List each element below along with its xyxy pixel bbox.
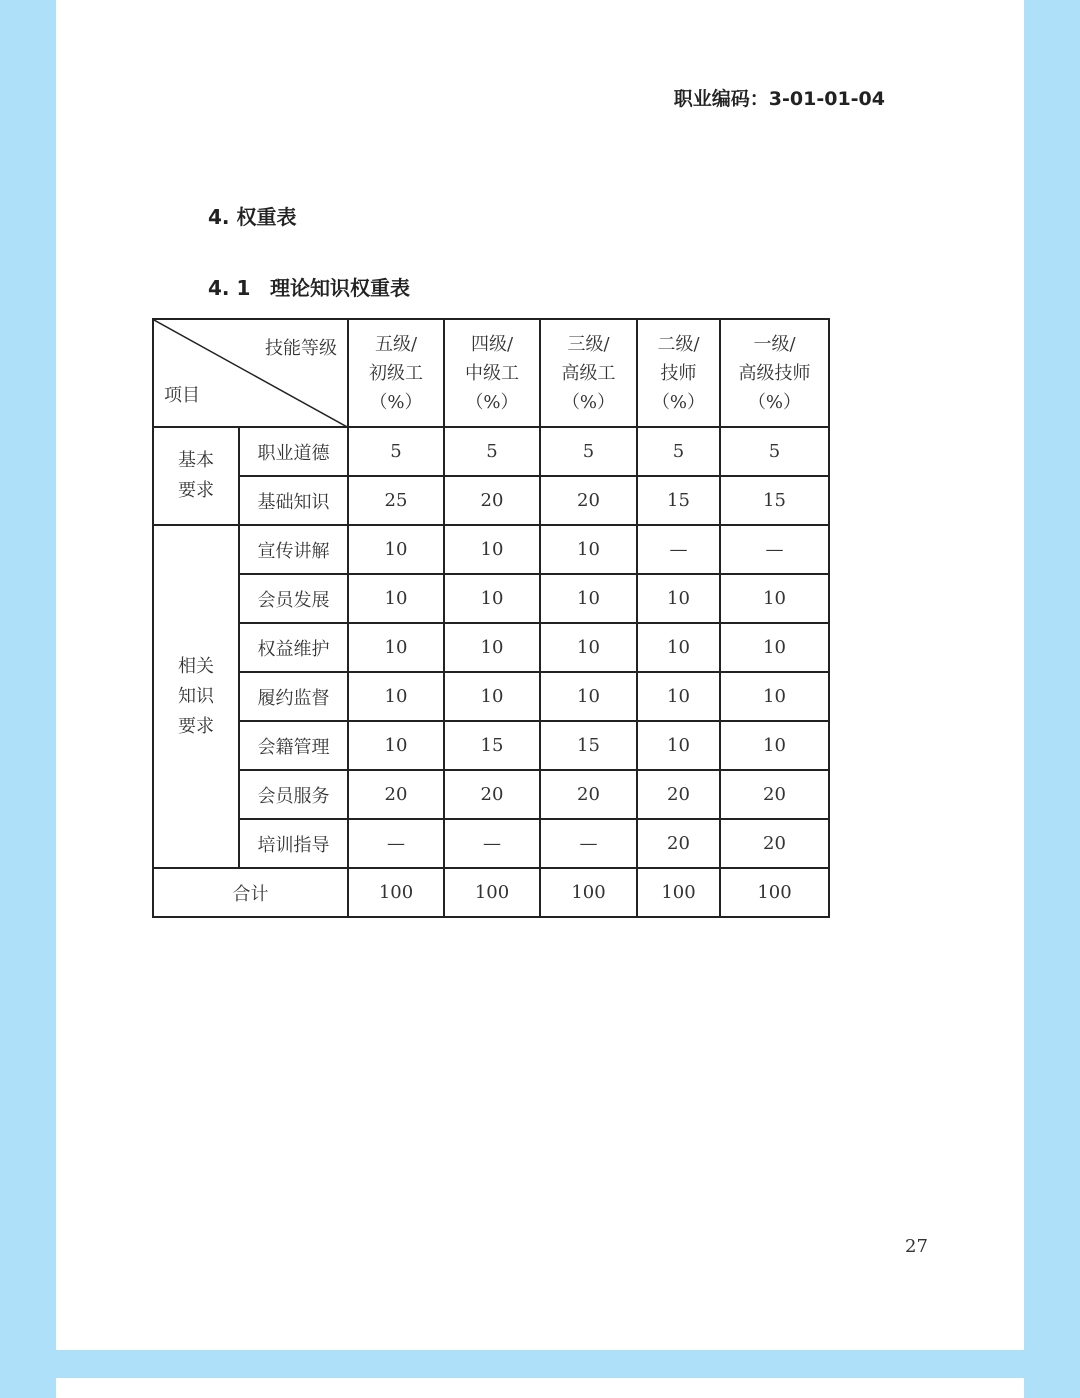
level-header-line: 四级/ [470, 333, 514, 355]
value-cell: — [540, 819, 637, 868]
value-cell: 10 [720, 721, 829, 770]
section-title: 4. 权重表 [208, 205, 297, 229]
group-label-line: 要求 [178, 480, 214, 501]
value-cell: 20 [720, 819, 829, 868]
group-label-line: 基本 [178, 450, 214, 471]
value-cell: 20 [444, 476, 540, 525]
level-header-unit: （%） [369, 391, 423, 413]
level-header-line: 高级工 [561, 362, 616, 384]
corner-item-label: 项目 [164, 385, 200, 406]
level-header-cell [444, 319, 540, 427]
item-cell: 会员服务 [239, 770, 348, 819]
value-cell: 20 [540, 770, 637, 819]
value-cell: 25 [348, 476, 444, 525]
value-cell: 10 [637, 721, 720, 770]
table-row [153, 476, 829, 525]
value-cell: 10 [444, 525, 540, 574]
level-header-cell [348, 319, 444, 427]
value-cell: 20 [444, 770, 540, 819]
value-cell: 10 [540, 525, 637, 574]
table-row [153, 525, 829, 574]
level-header-unit: （%） [465, 391, 519, 413]
value-cell: — [444, 819, 540, 868]
value-cell: 10 [348, 574, 444, 623]
item-cell: 会员发展 [239, 574, 348, 623]
corner-skill-label: 技能等级 [265, 338, 337, 359]
value-cell: 10 [348, 525, 444, 574]
value-cell: 10 [444, 672, 540, 721]
value-cell: 5 [637, 427, 720, 476]
value-cell: — [637, 525, 720, 574]
total-value-cell: 100 [444, 868, 540, 917]
level-header-line: 高级技师 [738, 362, 811, 384]
total-value-cell: 100 [637, 868, 720, 917]
table-row [153, 819, 829, 868]
group-label-line: 相关 [178, 655, 214, 677]
level-header-cell [540, 319, 637, 427]
value-cell: 20 [637, 770, 720, 819]
item-cell: 基础知识 [239, 476, 348, 525]
group-label-line: 要求 [178, 715, 214, 737]
level-header-unit: （%） [561, 391, 616, 413]
value-cell: 10 [720, 623, 829, 672]
level-header-line: 初级工 [369, 362, 423, 384]
item-cell: 权益维护 [239, 623, 348, 672]
level-header-line: 三级/ [567, 333, 610, 355]
value-cell: 10 [348, 672, 444, 721]
next-page-edge [56, 1378, 1024, 1398]
value-cell: 5 [720, 427, 829, 476]
level-header-line: 二级/ [657, 333, 700, 355]
value-cell: 5 [348, 427, 444, 476]
item-cell: 会籍管理 [239, 721, 348, 770]
item-cell: 履约监督 [239, 672, 348, 721]
value-cell: 10 [540, 574, 637, 623]
level-header-line: 技师 [660, 362, 697, 384]
total-label: 合计 [153, 868, 348, 917]
table-row [153, 574, 829, 623]
level-header-cell [637, 319, 720, 427]
value-cell: 10 [540, 672, 637, 721]
value-cell: 20 [348, 770, 444, 819]
value-cell: 10 [637, 623, 720, 672]
table-row [153, 672, 829, 721]
total-value-cell: 100 [348, 868, 444, 917]
value-cell: 10 [637, 574, 720, 623]
value-cell: 20 [720, 770, 829, 819]
table-total-row [153, 868, 829, 917]
level-header-unit: （%） [747, 391, 802, 413]
group-label-basic [153, 427, 239, 525]
table-row [153, 427, 829, 476]
table-row [153, 770, 829, 819]
value-cell: 10 [348, 623, 444, 672]
item-cell: 宣传讲解 [239, 525, 348, 574]
value-cell: 5 [444, 427, 540, 476]
level-header-line: 一级/ [753, 333, 796, 355]
value-cell: 20 [637, 819, 720, 868]
value-cell: — [720, 525, 829, 574]
value-cell: 10 [720, 672, 829, 721]
value-cell: 15 [637, 476, 720, 525]
total-value-cell: 100 [540, 868, 637, 917]
level-header-line: 五级/ [374, 333, 418, 355]
total-value-cell: 100 [720, 868, 829, 917]
level-header-cell [720, 319, 829, 427]
value-cell: — [348, 819, 444, 868]
occupation-code: 职业编码：3-01-01-04 [673, 88, 885, 110]
value-cell: 10 [540, 623, 637, 672]
value-cell: 10 [444, 623, 540, 672]
value-cell: 15 [540, 721, 637, 770]
theory-knowledge-weight-table [152, 318, 830, 918]
value-cell: 10 [637, 672, 720, 721]
value-cell: 10 [720, 574, 829, 623]
value-cell: 5 [540, 427, 637, 476]
value-cell: 15 [720, 476, 829, 525]
subsection-title-text: 理论知识权重表 [270, 276, 410, 300]
page-number: 27 [905, 1236, 928, 1257]
value-cell: 10 [444, 574, 540, 623]
item-cell: 职业道德 [239, 427, 348, 476]
table-row [153, 721, 829, 770]
group-label-line: 知识 [178, 685, 214, 707]
subsection-title [208, 272, 410, 301]
value-cell: 15 [444, 721, 540, 770]
corner-header-cell [153, 319, 348, 427]
level-header-unit: （%） [651, 391, 706, 413]
item-cell: 培训指导 [239, 819, 348, 868]
table-header-row [153, 319, 829, 427]
table-row [153, 623, 829, 672]
group-label-related [153, 525, 239, 868]
subsection-number: 4. 1 [208, 276, 251, 300]
level-header-line: 中级工 [465, 362, 519, 384]
value-cell: 20 [540, 476, 637, 525]
value-cell: 10 [348, 721, 444, 770]
